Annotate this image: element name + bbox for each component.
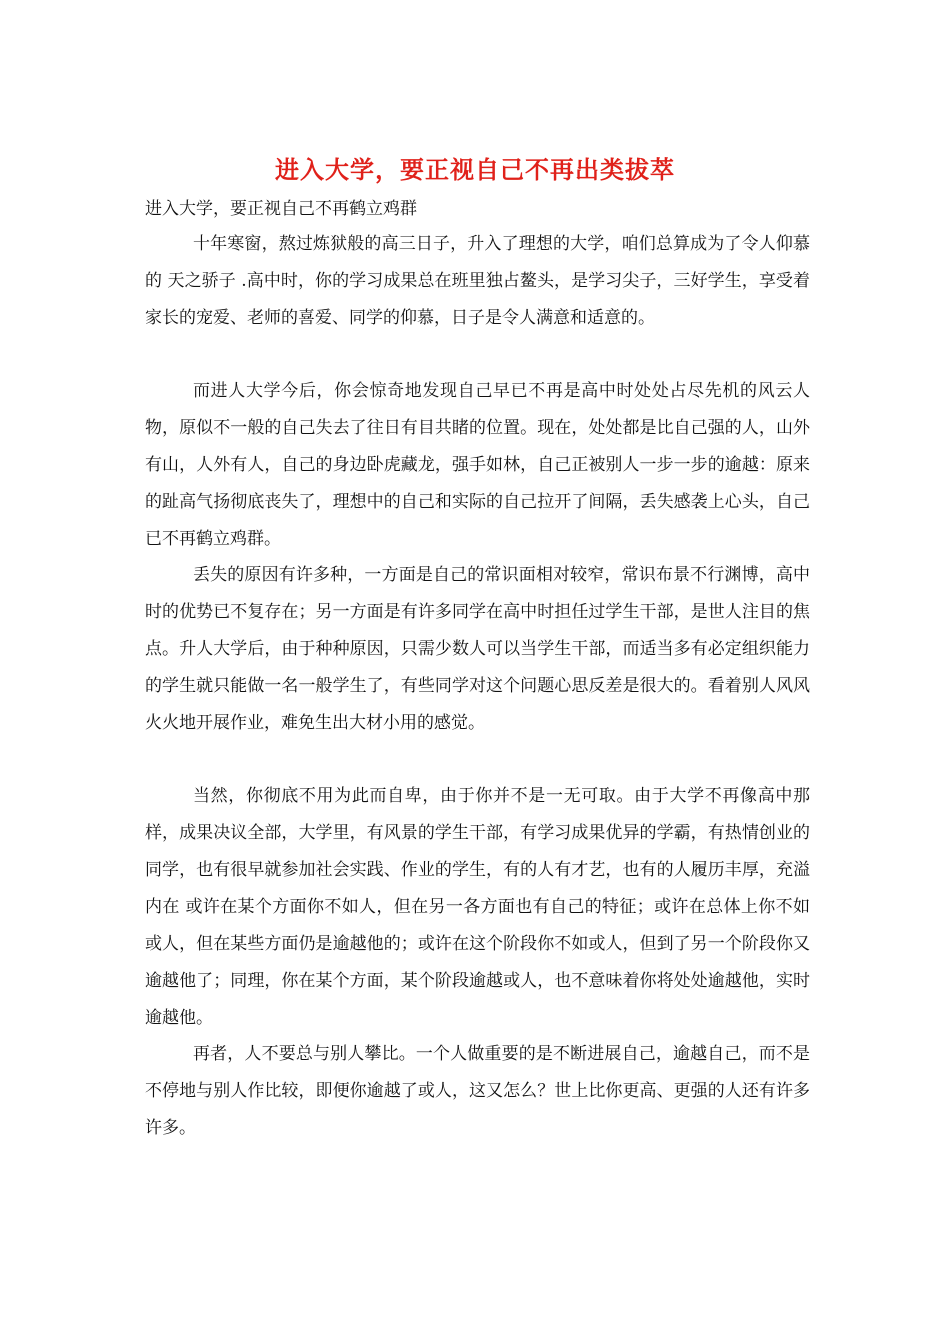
document-title: 进入大学，要正视自己不再出类拔萃 [275, 156, 675, 184]
paragraph-4: 当然，你彻底不用为此而自卑，由于你并不是一无可取。由于大学不再像高中那样，成果决议全部，大学里，有风景的学生干部，有学习成果优异的学霸，有热情创业的同学，也有很早就参加社会实践、作业的学生，有的人有才艺，也有的人履历丰厚，充溢内在 或许在某个方面你不如人，但在另一各方面也有自己的特征；或许在总体上你不如或人，但在某些方面仍是逾越他的；或许在这个阶段你不如或人，但到了另一个阶段你又逾越他了；同理，你在某个方面，某个阶段逾越或人，也不意味着你将处处逾越他，实时逾越他。 [145, 786, 810, 1028]
paragraph-3: 丢失的原因有许多种，一方面是自己的常识面相对较窄，常识布景不行渊博，高中时的优势已不复存在；另一方面是有许多同学在高中时担任过学生干部，是世人注目的焦点。升人大学后，由于种种原因，只需少数人可以当学生干部，而适当多有必定组织能力的学生就只能做一名一般学生了，有些同学对这个问题心思反差是很大的。看着别人风风火火地开展作业，难免生出大材小用的感觉。 [145, 565, 810, 733]
document-subtitle: 进入大学，要正视自己不再鹤立鸡群 [145, 199, 417, 219]
paragraph-1: 十年寒窗，熬过炼狱般的高三日子，升入了理想的大学，咱们总算成为了令人仰慕的 天之骄子 .高中时，你的学习成果总在班里独占鳌头，是学习尖子，三好学生，享受着家长的宠爱、老师的喜爱、同学的仰慕，日子是令人满意和适意的。 [145, 234, 810, 328]
paragraph-5: 再者，人不要总与别人攀比。一个人做重要的是不断进展自己，逾越自己，而不是不停地与别人作比较，即便你逾越了或人，这又怎么？世上比你更高、更强的人还有许多许多。 [145, 1044, 810, 1138]
paragraph-2: 而进人大学今后，你会惊奇地发现自己早已不再是高中时处处占尽先机的风云人物，原似不一般的自己失去了往日有目共睹的位置。现在，处处都是比自己强的人，山外有山，人外有人，自己的身边卧虎藏龙，强手如林，自己正被别人一步一步的逾越：原来的趾高气扬彻底丧失了，理想中的自己和实际的自己拉开了间隔，丢失感袭上心头，自己已不再鹤立鸡群。 [145, 381, 810, 549]
